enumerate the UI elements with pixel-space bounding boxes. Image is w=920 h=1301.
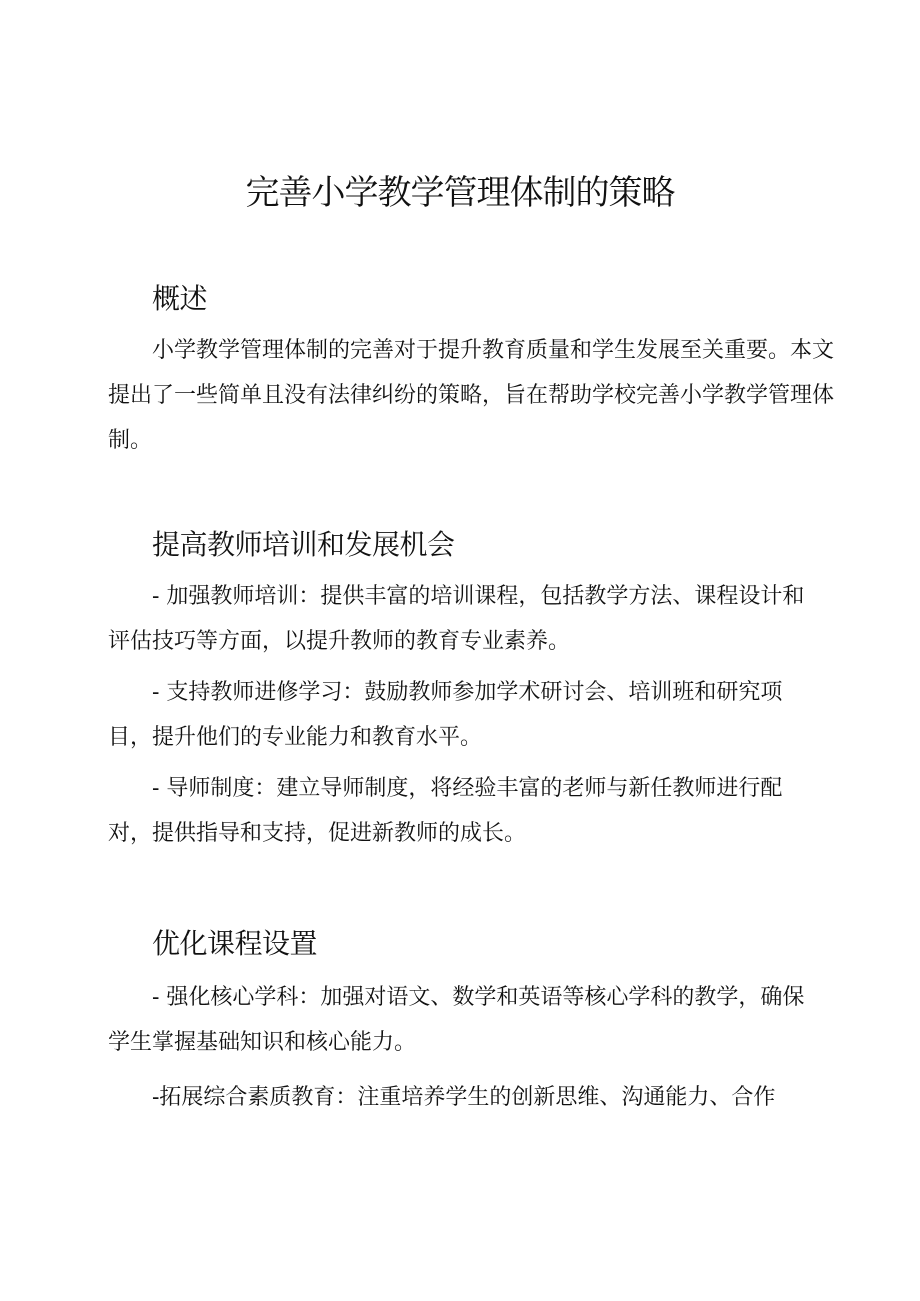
overview-paragraph: 小学教学管理体制的完善对于提升教育质量和学生发展至关重要。本文提出了一些简单且没有法律纠纷的策略，旨在帮助学校完善小学教学管理体制。 [108, 338, 835, 453]
list-item: - 导师制度：建立导师制度，将经验丰富的老师与新任教师进行配对，提供指导和支持，促进新教师的成长。 [108, 776, 783, 846]
section-heading-curriculum: 优化课程设置 [152, 927, 318, 960]
list-item: -拓展综合素质教育：注重培养学生的创新思维、沟通能力、合作 [152, 1085, 776, 1110]
section-heading-teacher-training: 提高教师培训和发展机会 [152, 528, 455, 561]
list-item: - 强化核心学科：加强对语文、数学和英语等核心学科的教学，确保学生掌握基础知识和核心能力。 [108, 985, 805, 1055]
list-item: - 支持教师进修学习：鼓励教师参加学术研讨会、培训班和研究项目，提升他们的专业能力和教育水平。 [108, 680, 783, 750]
document-title: 完善小学教学管理体制的策略 [245, 173, 675, 213]
section-heading-overview: 概述 [152, 282, 208, 315]
list-item: - 加强教师培训：提供丰富的培训课程，包括教学方法、课程设计和评估技巧等方面，以提升教师的教育专业素养。 [108, 584, 805, 654]
